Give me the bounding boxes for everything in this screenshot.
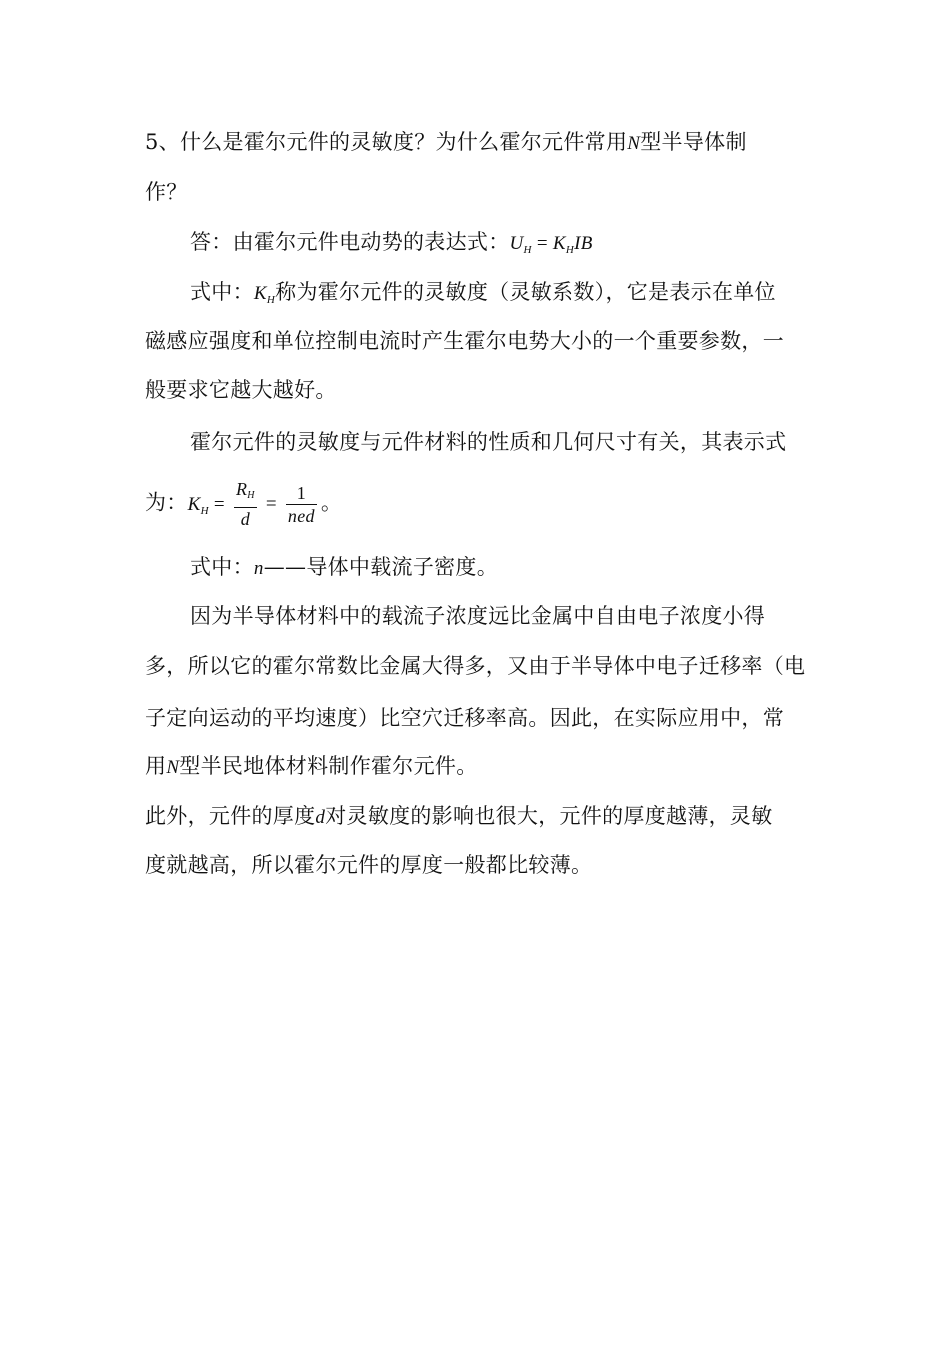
- reason-line-1: 因为半导体材料中的载流子浓度远比金属中自由电子浓度小得: [190, 604, 766, 628]
- kh-formula: $K_H$ =: [187, 493, 230, 517]
- d-symbol: d: [315, 807, 326, 828]
- definition-text: 称为霍尔元件的灵敏度（灵敏系数），它是表示在单位: [275, 280, 776, 304]
- definition-prefix: 式中：: [190, 280, 254, 304]
- definition-line-1: [190, 278, 815, 314]
- answer-intro-line: [190, 228, 815, 264]
- factor-line-1: 霍尔元件的灵敏度与元件材料的性质和几何尺寸有关，其表示式: [190, 430, 787, 454]
- factor-prefix: 为：: [145, 490, 188, 515]
- factor-formula-line: 为：$K_H$ = $\frac{R_H}{d}$ = $\frac{1}{\text{ned}}$ 。: [145, 479, 343, 529]
- thickness-line-2: 度就越高，所以霍尔元件的厚度一般都比较薄。: [145, 853, 593, 877]
- thickness-line-1: 此外，元件的厚度d对灵敏度的影响也很大，元件的厚度越薄，灵敏: [145, 804, 773, 828]
- reason-line-2: 多，所以它的霍尔常数比金属大得多，又由于半导体中电子迁移率（电: [145, 654, 806, 678]
- definition-line-2: 磁感应强度和单位控制电流时产生霍尔电势大小的一个重要参数，一: [145, 329, 784, 353]
- hall-emf-formula: $U_H = K_HIB$: [509, 233, 593, 256]
- n-type-symbol: N: [166, 757, 180, 778]
- n-type-symbol: N: [627, 133, 641, 154]
- question-line-1: [145, 128, 815, 158]
- definition-line-3: 般要求它越大越好。: [145, 378, 337, 402]
- n-definition-line: 式中：n——导体中载流子密度。: [190, 555, 499, 579]
- n-symbol: n: [253, 558, 264, 579]
- reason-line-4: 用N型半民地体材料制作霍尔元件。: [145, 754, 478, 778]
- reason-line-3: 子定向运动的平均速度）比空穴迁移率高。因此，在实际应用中，常: [145, 706, 784, 730]
- question-text: 5、什么是霍尔元件的灵敏度？为什么霍尔元件常用: [145, 130, 628, 154]
- answer-intro: 答：由霍尔元件电动势的表达式：: [190, 230, 510, 254]
- one-over-ned-fraction: $\frac{1}{\text{ned}}$: [287, 482, 315, 526]
- rh-over-d-fraction: $\frac{R_H}{d}$: [235, 479, 255, 529]
- question-text-continued: 作？: [145, 180, 188, 204]
- kh-symbol: $K_H$: [253, 283, 276, 306]
- question-text-end: 型半导体制: [640, 130, 747, 154]
- question-line-2: [145, 178, 815, 206]
